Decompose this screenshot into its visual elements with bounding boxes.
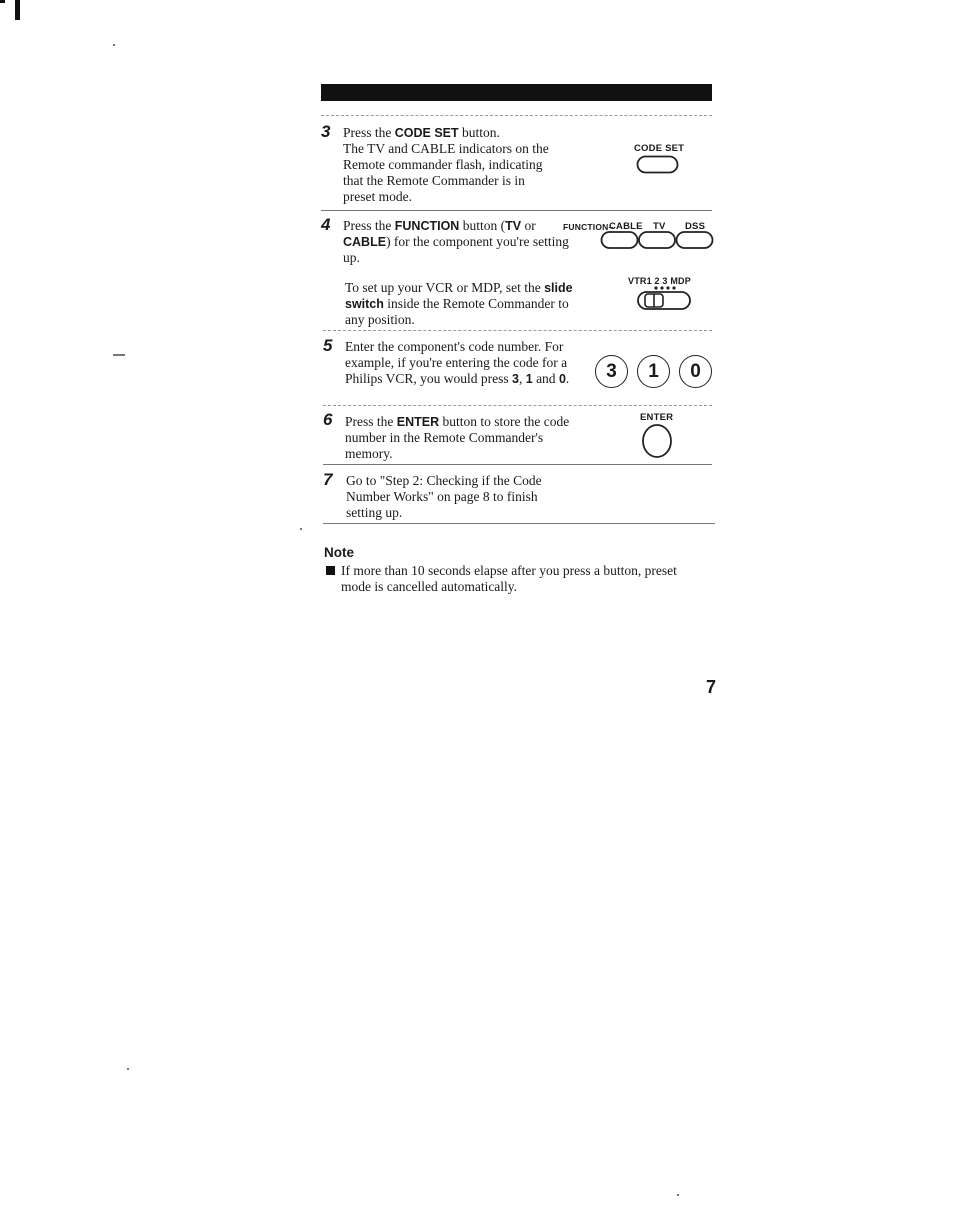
bold-term: CODE SET (394, 126, 459, 140)
step-paragraph: Press the CODE SET button. (343, 125, 500, 140)
page-edge-mark (0, 0, 5, 3)
stray-dot (300, 528, 302, 530)
rule (323, 405, 712, 406)
page-edge-mark (15, 0, 20, 20)
step-paragraph: Press the FUNCTION button (TV or CABLE) for the component you're setting up. (343, 218, 569, 265)
bold-term: ENTER (396, 415, 440, 429)
bold-term: FUNCTION (394, 219, 460, 233)
stray-dot (127, 1068, 129, 1070)
bold-term: slide switch (345, 281, 573, 311)
tv-label: TV (653, 221, 666, 232)
cable-label: CABLE (609, 221, 643, 232)
rule (323, 523, 715, 524)
step-number: 6 (323, 410, 333, 429)
step-paragraph: Press the ENTER button to store the code number in the Remote Commander's memory. (345, 414, 570, 461)
section-header-bar (321, 84, 712, 101)
number-1-button-icon: 1 (637, 355, 670, 388)
bold-term: CABLE (343, 235, 387, 249)
step-3-text (343, 125, 558, 205)
number-3-button-icon: 3 (595, 355, 628, 388)
code-set-label: CODE SET (634, 143, 685, 154)
bold-term: 0 (558, 372, 566, 386)
rule (321, 210, 712, 211)
function-buttons-icon (600, 230, 716, 250)
code-set-button-icon (636, 155, 680, 175)
step-number: 4 (321, 215, 331, 234)
bold-term: TV (505, 219, 522, 233)
rule (323, 330, 712, 331)
step-paragraph: The TV and CABLE indicators on the Remote commander flash, indicating that the Remote Commander is in preset mode. (343, 141, 549, 204)
note-heading: Note (324, 545, 354, 560)
step-5-text (345, 339, 577, 387)
function-label: FUNCTION– (563, 222, 614, 232)
step-paragraph: To set up your VCR or MDP, set the slide switch inside the Remote Commander to any position. (345, 280, 573, 327)
stray-dot (677, 1194, 679, 1196)
bold-term: 1 (525, 372, 533, 386)
step-7-text (346, 473, 576, 521)
step-paragraph: Enter the component's code number. For example, if you're entering the code for a Philips VCR, you would press 3, 1 and 0. (345, 339, 570, 386)
bold-term: 3 (512, 372, 519, 386)
step-number: 7 (323, 470, 333, 489)
enter-label: ENTER (640, 412, 674, 423)
step-paragraph: Go to "Step 2: Checking if the Code Number Works" on page 8 to finish setting up. (346, 473, 542, 520)
note-bullet-icon (326, 566, 335, 575)
stray-dash (113, 354, 125, 356)
enter-button-icon (641, 423, 675, 459)
dss-label: DSS (685, 221, 706, 232)
stray-dot (113, 44, 115, 46)
step-4-text (343, 218, 571, 266)
step-number: 5 (323, 336, 333, 355)
note-text: If more than 10 seconds elapse after you press a button, preset mode is cancelled automatically. (341, 563, 677, 594)
number-0-button-icon: 0 (679, 355, 712, 388)
rule (321, 115, 712, 116)
slide-switch-icon (636, 284, 698, 312)
slide-switch-label: VTR1 2 3 MDP (628, 276, 691, 286)
page-number: 7 (706, 677, 717, 697)
rule (323, 464, 712, 465)
step-6-text (345, 414, 575, 462)
step-number: 3 (321, 122, 331, 141)
step-4-note-text (345, 280, 575, 328)
